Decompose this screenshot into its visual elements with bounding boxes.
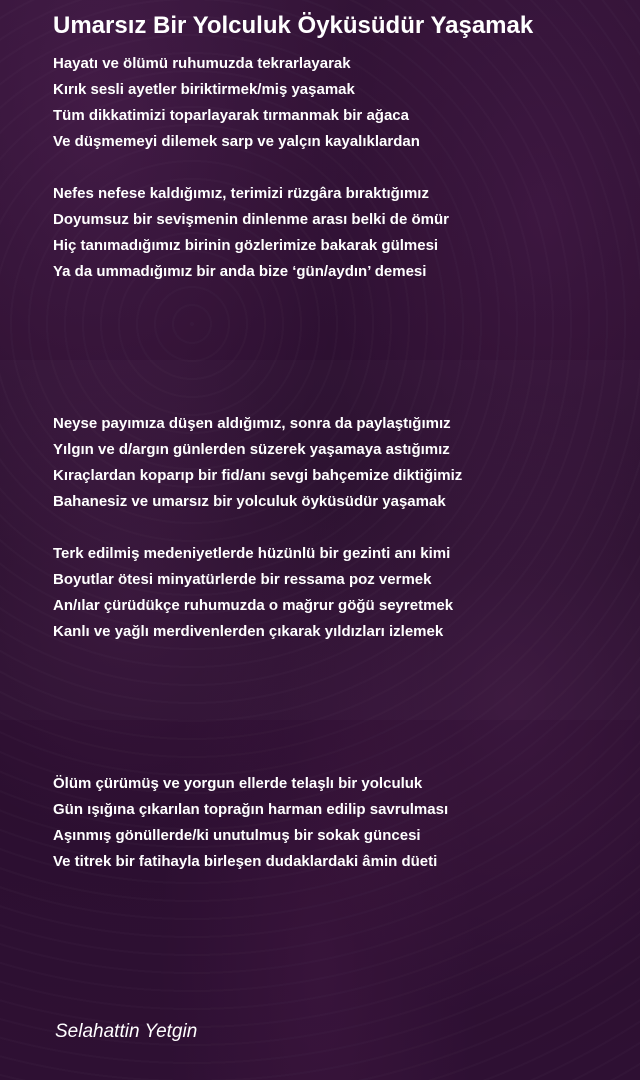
- poem-line: Doyumsuz bir sevişmenin dinlenme arası belki de ömür: [53, 211, 449, 228]
- stanza-3: [53, 411, 462, 515]
- poem-line: Tüm dikkatimizi toparlayarak tırmanmak bir ağaca: [53, 107, 409, 124]
- poem-line: Yılgın ve d/argın günlerden süzerek yaşamaya astığımız: [53, 441, 450, 458]
- stanza-1: [53, 51, 420, 155]
- poem-title: Umarsız Bir Yolculuk Öyküsüdür Yaşamak: [53, 12, 534, 39]
- poem-line: An/ılar çürüdükçe ruhumuzda o mağrur göğü seyretmek: [53, 597, 454, 614]
- poem-line: Gün ışığına çıkarılan toprağın harman edilip savrulması: [53, 801, 449, 818]
- poem-line: Nefes nefese kaldığımız, terimizi rüzgâra bıraktığımız: [53, 185, 429, 202]
- poem-line: Kırık sesli ayetler biriktirmek/miş yaşamak: [53, 81, 355, 98]
- poem-line: Aşınmış gönüllerde/ki unutulmuş bir sokak güncesi: [53, 827, 421, 844]
- poem-line: Ve titrek bir fatihayla birleşen dudaklardaki âmin düeti: [53, 853, 438, 870]
- stanza-5: [53, 771, 448, 875]
- poem-line: Kanlı ve yağlı merdivenlerden çıkarak yıldızları izlemek: [53, 623, 444, 640]
- poem-line: Ölüm çürümüş ve yorgun ellerde telaşlı bir yolculuk: [53, 775, 423, 792]
- stanza-4: [53, 541, 453, 645]
- stanza-2: [53, 181, 449, 285]
- poem-line: Ya da ummadığımız bir anda bize ‘gün/aydın’ demesi: [53, 263, 427, 280]
- poem-line: Neyse payımıza düşen aldığımız, sonra da paylaştığımız: [53, 415, 451, 432]
- author-name: Selahattin Yetgin: [55, 1021, 198, 1042]
- poem-line: Kıraçlardan koparıp bir fid/anı sevgi bahçemize diktiğimiz: [53, 467, 463, 484]
- poem-line: Terk edilmiş medeniyetlerde hüzünlü bir gezinti anı kimi: [53, 545, 451, 562]
- poem-line: Hayatı ve ölümü ruhumuzda tekrarlayarak: [53, 55, 351, 72]
- poem-line: Bahanesiz ve umarsız bir yolculuk öyküsüdür yaşamak: [53, 493, 446, 510]
- poem-line: Boyutlar ötesi minyatürlerde bir ressama poz vermek: [53, 571, 432, 588]
- poem-line: Hiç tanımadığımız birinin gözlerimize bakarak gülmesi: [53, 237, 439, 254]
- poem-line: Ve düşmemeyi dilemek sarp ve yalçın kayalıklardan: [53, 133, 420, 150]
